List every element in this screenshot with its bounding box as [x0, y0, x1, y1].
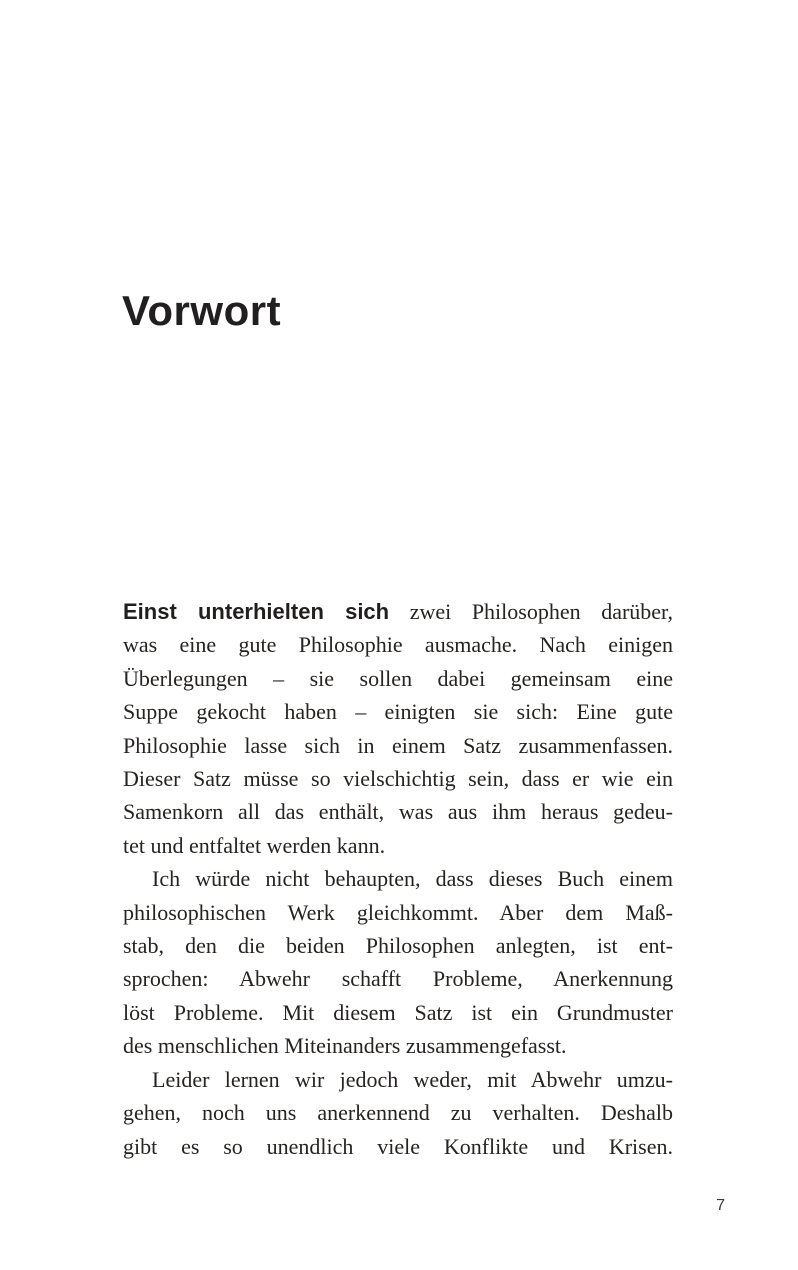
- text-line: philosophischen Werk gleichkommt. Aber dem Maß-: [123, 899, 673, 925]
- lead-line-rest: zwei Philosophen darüber,: [409, 599, 673, 624]
- text-line: gibt es so unendlich viele Konflikte und Krisen.: [123, 1133, 673, 1159]
- page-number: 7: [716, 1197, 725, 1214]
- text-line: des menschlichen Miteinanders zusammengefasst.: [123, 1033, 567, 1059]
- text-line: [123, 595, 673, 628]
- text-line: Suppe gekocht haben – einigten sie sich: Eine gute: [123, 699, 673, 725]
- body-text: [123, 595, 673, 1163]
- lead-in-bold: Einst unterhielten sich: [123, 599, 390, 624]
- text-line: Überlegungen – sie sollen dabei gemeinsam eine: [123, 665, 673, 691]
- text-line: stab, den die beiden Philosophen anlegten, ist ent-: [123, 933, 673, 959]
- text-line: löst Probleme. Mit diesem Satz ist ein Grundmuster: [123, 999, 673, 1025]
- text-line: was eine gute Philosophie ausmache. Nach einigen: [123, 632, 673, 658]
- text-line: sprochen: Abwehr schafft Probleme, Anerkennung: [123, 966, 673, 992]
- text-line: Ich würde nicht behaupten, dass dieses Buch einem: [152, 866, 673, 892]
- text-line: Dieser Satz müsse so vielschichtig sein, dass er wie ein: [123, 766, 673, 792]
- text-line: tet und entfaltet werden kann.: [123, 832, 386, 858]
- chapter-heading: Vorwort: [122, 287, 282, 335]
- text-line: Leider lernen wir jedoch weder, mit Abwehr umzu-: [152, 1066, 673, 1092]
- text-line: Philosophie lasse sich in einem Satz zusammenfassen.: [123, 732, 673, 758]
- text-line: gehen, noch uns anerkennend zu verhalten. Deshalb: [123, 1100, 673, 1126]
- text-line: Samenkorn all das enthält, was aus ihm heraus gedeu-: [123, 799, 673, 825]
